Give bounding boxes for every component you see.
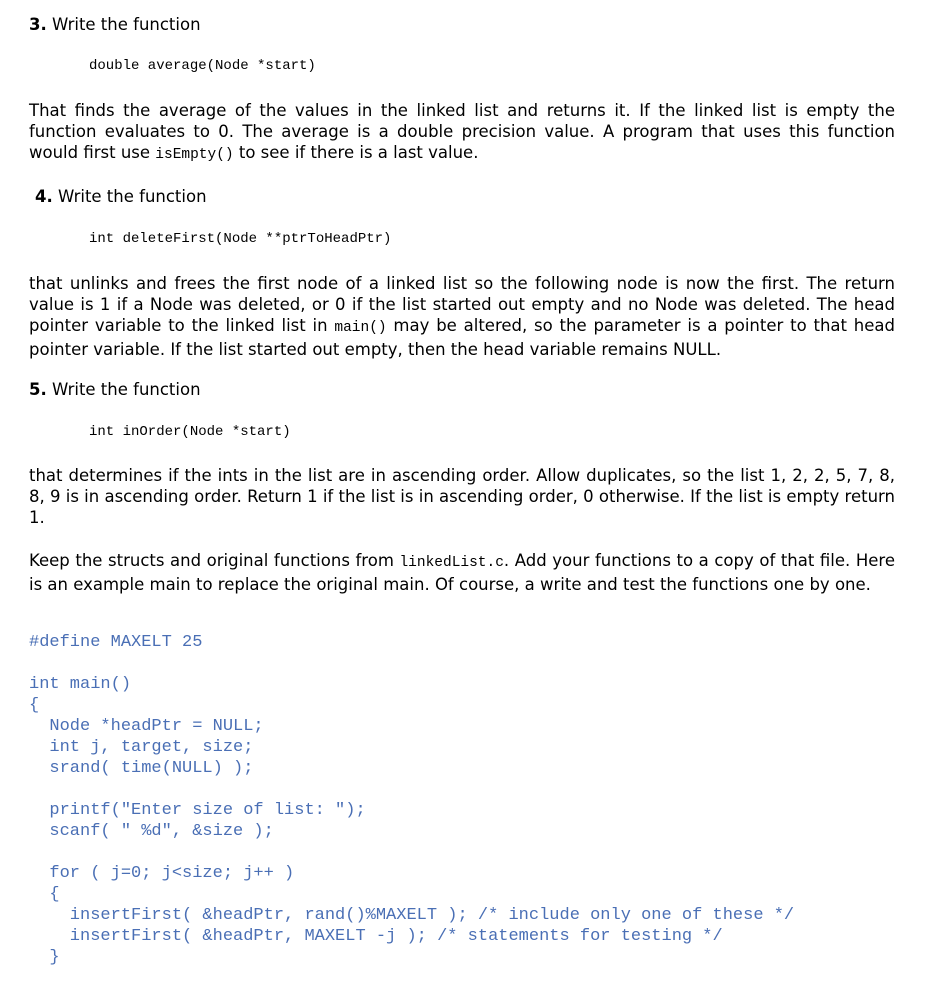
closing-text-a: Keep the structs and original functions from (29, 551, 400, 570)
code-line: printf("Enter size of list: "); (29, 801, 366, 820)
code-line: } (29, 948, 60, 967)
q4-desc-text-a: that unlinks and frees the first node of a linked list so the following node is now the first. The return value is 1 if a Node was deleted, or 0 if the list started out empty and no Node was deleted. The head pointer variable to the linked list in (29, 274, 895, 335)
q4-number: 4. (35, 187, 53, 206)
q3-title: Write the function (52, 15, 201, 34)
q3-heading (29, 15, 201, 35)
code-line: int main() (29, 675, 132, 694)
q5-heading (29, 380, 201, 400)
code-line: srand( time(NULL) ); (29, 759, 254, 778)
code-line: { (29, 696, 40, 715)
q4-signature: int deleteFirst(Node **ptrToHeadPtr) (89, 231, 392, 247)
code-line: { (29, 885, 60, 904)
q5-title: Write the function (52, 380, 201, 399)
q3-desc-text-a: That finds the average of the values in the linked list and returns it. If the linked list is empty the function evaluates to 0. The average is a double precision value. A program that uses this function would first use (29, 101, 895, 162)
q3-desc-text-b: to see if there is a last value. (233, 143, 479, 162)
q4-heading (35, 187, 207, 207)
code-line: for ( j=0; j<size; j++ ) (29, 864, 295, 883)
code-block (29, 674, 794, 968)
q5-signature: int inOrder(Node *start) (89, 424, 291, 440)
q4-desc-code: main() (334, 320, 387, 336)
closing-paragraph (29, 550, 895, 595)
code-define-line: #define MAXELT 25 (29, 633, 203, 652)
q3-description (29, 100, 895, 166)
code-line: insertFirst( &headPtr, rand()%MAXELT ); /* include only one of these */ (29, 906, 795, 925)
q5-description: that determines if the ints in the list are in ascending order. Allow duplicates, so the list 1, 2, 2, 5, 7, 8, 8, 9 is in ascending order. Return 1 if the list is in ascending order, 0 otherwise. If the list is empty return 1. (29, 466, 895, 527)
closing-code: linkedList.c (399, 555, 504, 571)
code-line: int j, target, size; (29, 738, 254, 757)
q3-desc-code: isEmpty() (155, 147, 234, 163)
q5-number: 5. (29, 380, 47, 399)
closing-text-b: . Add your functions to a copy of that file. Here is an example main to replace the original main. Of course, a write and test the functions one by one. (29, 551, 896, 594)
q4-desc-text-b: may be altered, so the parameter is a pointer to that head pointer variable. If the list started out empty, then the head variable remains NULL. (29, 316, 895, 359)
code-line: insertFirst( &headPtr, MAXELT -j ); /* statements for testing */ (29, 927, 723, 946)
q3-number: 3. (29, 15, 47, 34)
q4-title: Write the function (58, 187, 207, 206)
q4-description (29, 273, 895, 360)
code-line: scanf( " %d", &size ); (29, 822, 274, 841)
code-line: Node *headPtr = NULL; (29, 717, 264, 736)
q3-signature: double average(Node *start) (89, 58, 316, 74)
